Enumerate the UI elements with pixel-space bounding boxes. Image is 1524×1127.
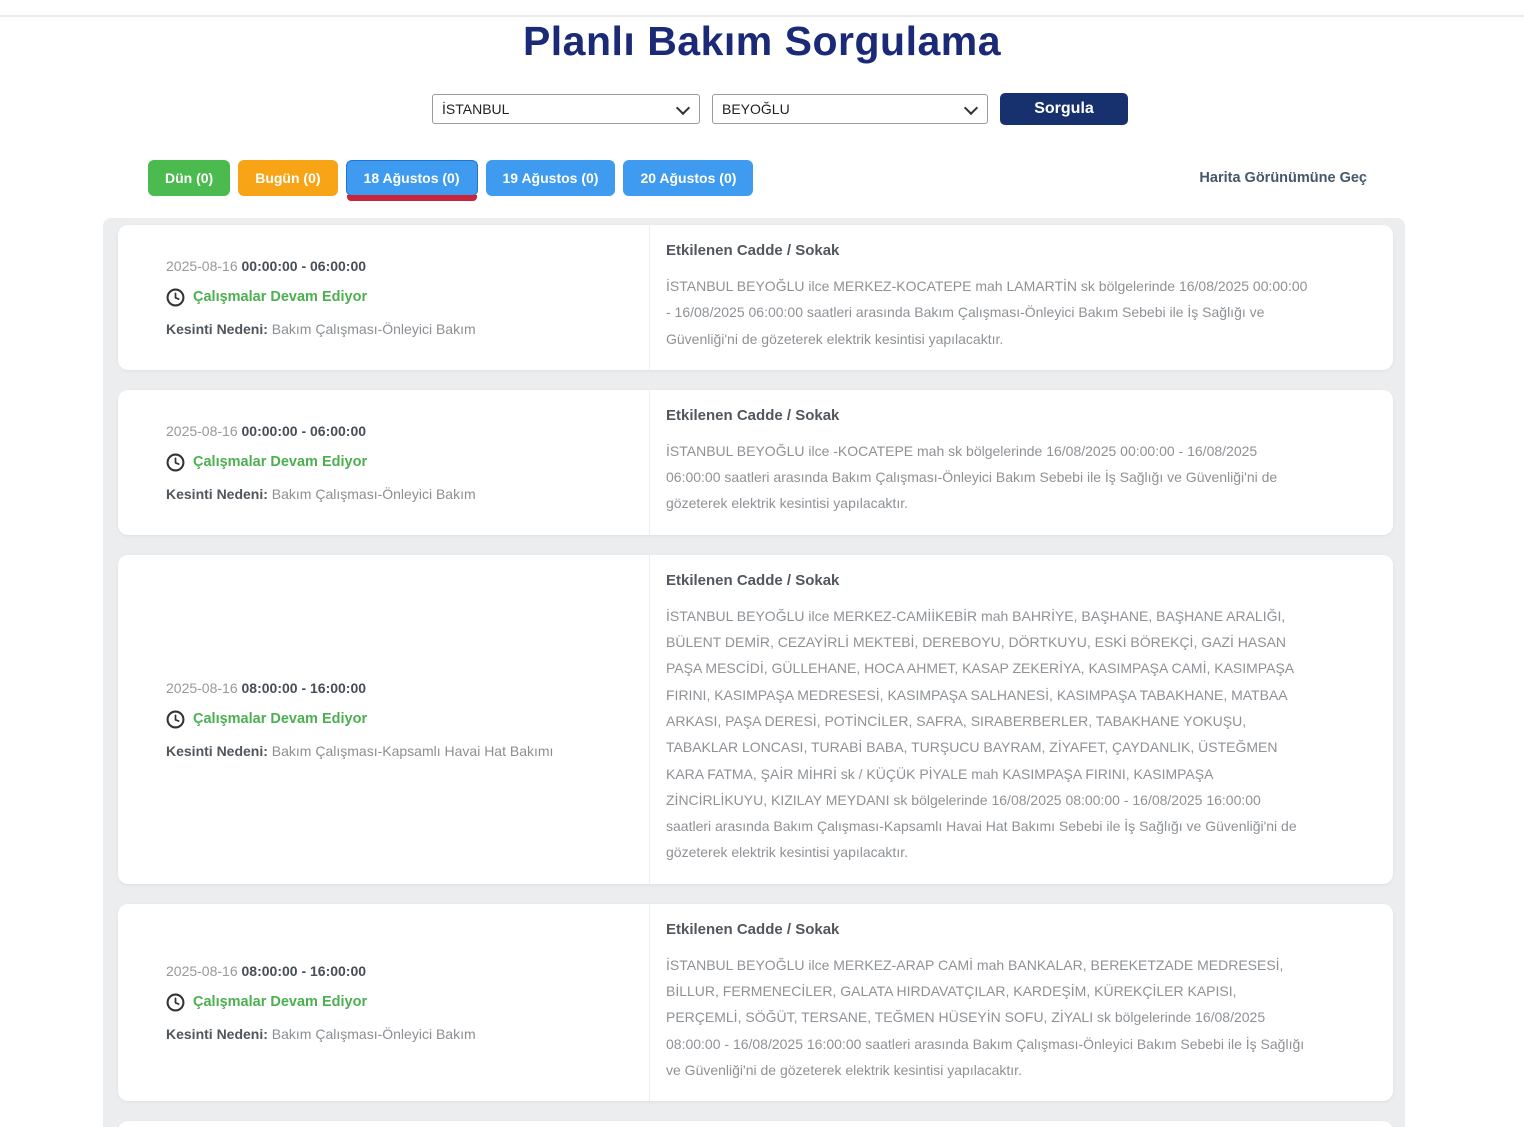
outage-date: 2025-08-16 [166, 962, 238, 979]
outage-reason [166, 743, 629, 759]
clock-icon [166, 710, 185, 729]
status-text: Çalışmalar Devam Ediyor [193, 454, 368, 471]
status-text: Çalışmalar Devam Ediyor [193, 711, 368, 728]
card-detail-column [650, 904, 1393, 1101]
outage-date: 2025-08-16 [166, 422, 238, 439]
date-tab[interactable]: Dün (0) [148, 160, 230, 196]
outage-time-range: 08:00:00 - 16:00:00 [241, 679, 367, 696]
maintenance-card-list [103, 218, 1405, 1127]
reason-value: Bakım Çalışması-Önleyici Bakım [271, 485, 476, 502]
affected-streets-text: İSTANBUL BEYOĞLU ilce MERKEZ-KOCATEPE mah LAMARTİN sk bölgelerinde 16/08/2025 00:00:00 - 16/08/2025 06:00:00 saatleri arasında Bakım Çalışması-Önleyici Bakım Sebebi ile İş Sağlığı ve Güvenliği'ni de gözeterek elektrik kesintisi yapılacaktır. [666, 278, 1308, 347]
district-select[interactable] [712, 94, 988, 124]
card-detail-column [650, 390, 1393, 535]
date-tab[interactable]: 20 Ağustos (0) [623, 160, 753, 196]
outage-date: 2025-08-16 [166, 257, 238, 274]
clock-icon [166, 288, 185, 307]
affected-streets-header: Etkilenen Cadde / Sokak [666, 571, 840, 589]
status-line [166, 710, 629, 729]
reason-label: Kesinti Nedeni: [166, 320, 268, 337]
outage-datetime [166, 258, 629, 274]
maintenance-card-partial [118, 1121, 1393, 1127]
outage-reason [166, 1026, 629, 1042]
query-controls [432, 93, 1128, 125]
status-text: Çalışmalar Devam Ediyor [193, 994, 368, 1011]
maintenance-card [118, 225, 1393, 370]
outage-time-range: 00:00:00 - 06:00:00 [241, 257, 367, 274]
outage-datetime [166, 423, 629, 439]
maintenance-card [118, 390, 1393, 535]
card-summary-column [118, 904, 650, 1101]
date-tab[interactable]: 18 Ağustos (0) [346, 160, 478, 196]
reason-label: Kesinti Nedeni: [166, 485, 268, 502]
outage-reason [166, 486, 629, 502]
affected-streets-header: Etkilenen Cadde / Sokak [666, 920, 840, 938]
reason-label: Kesinti Nedeni: [166, 742, 268, 759]
affected-streets-text: İSTANBUL BEYOĞLU ilce -KOCATEPE mah sk bölgelerinde 16/08/2025 00:00:00 - 16/08/2025 06:00:00 saatleri arasında Bakım Çalışması-Önleyici Bakım Sebebi ile İş Sağlığı ve Güvenliği'ni de gözeterek elektrik kesintisi yapılacaktır. [666, 442, 1278, 512]
status-text: Çalışmalar Devam Ediyor [193, 289, 368, 306]
clock-icon [166, 453, 185, 472]
affected-streets-text: İSTANBUL BEYOĞLU ilce MERKEZ-ARAP CAMİ mah BANKALAR, BEREKETZADE MEDRESESİ, BİLLUR, FERMENECİLER, GALATA HIRDAVATÇILAR, KARDEŞİM, KÜREKÇİLER KAPISI, PERÇEMLİ, SÖĞÜT, TERSANE, TEĞMEN HÜSEYİN SOFU, ZİYALI sk bölgelerinde 16/08/2025 08:00:00 - 16/08/2025 16:00:00 saatleri arasında Bakım Çalışması-Önleyici Bakım Sebebi ile İş Sağlığı ve Güvenliği'ni de gözeterek elektrik kesintisi yapılacaktır. [666, 956, 1305, 1078]
card-summary-column [118, 390, 650, 535]
status-line [166, 288, 629, 307]
map-view-link[interactable]: Harita Görünümüne Geç [1199, 170, 1367, 186]
status-line [166, 993, 629, 1012]
reason-value: Bakım Çalışması-Önleyici Bakım [271, 1025, 476, 1042]
date-tab[interactable]: 19 Ağustos (0) [486, 160, 616, 196]
city-select[interactable] [432, 94, 700, 124]
page-title: Planlı Bakım Sorgulama [522, 18, 1002, 64]
card-detail-column [650, 225, 1393, 370]
query-button[interactable]: Sorgula [1000, 93, 1128, 125]
reason-value: Bakım Çalışması-Kapsamlı Havai Hat Bakımı [271, 742, 554, 759]
maintenance-card [118, 555, 1393, 884]
reason-value: Bakım Çalışması-Önleyici Bakım [271, 320, 476, 337]
clock-icon [166, 993, 185, 1012]
outage-datetime [166, 680, 629, 696]
affected-streets-text: İSTANBUL BEYOĞLU ilce MERKEZ-CAMİİKEBİR mah BAHRİYE, BAŞHANE, BAŞHANE ARALIĞI, BÜLENT DEMİR, CEZAYİRLİ MEKTEBİ, DEREBOYU, DÖRTKUYU, ESKİ BÖREKÇİ, GAZİ HASAN PAŞA MESCİDİ, GÜLLEHANE, HOCA AHMET, KASAP ZEKERİYA, KASIMPAŞA CAMİ, KASIMPAŞA FIRINI, KASIMPAŞA MEDRESESİ, KASIMPAŞA SALHANESİ, KASIMPAŞA TABAKHANE, MATBAA ARKASI, PAŞA DERESİ, POTİNCİLER, SAFRA, SIRABERBERLER, TABAKHANE YOKUŞU, TABAKLAR LONCASI, TURABİ BABA, TURŞUCU BAYRAM, ZİYAFET, ÇAYDANLIK, ÜSTEĞMEN KARA FATMA, ŞAİR MİHRİ sk / KÜÇÜK PİYALE mah KASIMPAŞA FIRINI, KASIMPAŞA ZİNCİRLİKUYU, KIZILAY MEYDANI sk bölgelerinde 16/08/2025 08:00:00 - 16/08/2025 16:00:00 saatleri arasında Bakım Çalışması-Kapsamlı Havai Hat Bakımı Sebebi ile İş Sağlığı ve Güvenliği'ni de gözeterek elektrik kesintisi yapılacaktır. [666, 607, 1297, 861]
city-select-wrap [432, 94, 700, 124]
affected-streets-header: Etkilenen Cadde / Sokak [666, 242, 840, 259]
affected-streets-header: Etkilenen Cadde / Sokak [666, 406, 840, 424]
outage-datetime [166, 963, 629, 979]
card-summary-column [118, 555, 650, 884]
outage-date: 2025-08-16 [166, 679, 238, 696]
status-line [166, 453, 629, 472]
date-tabs-row [148, 160, 1405, 196]
outage-time-range: 00:00:00 - 06:00:00 [241, 422, 367, 439]
card-summary-column [118, 225, 650, 370]
outage-time-range: 08:00:00 - 16:00:00 [241, 962, 367, 979]
date-tab[interactable]: Bugün (0) [238, 160, 337, 196]
card-detail-column [650, 555, 1393, 884]
maintenance-card [118, 904, 1393, 1101]
district-select-wrap [712, 94, 988, 124]
reason-label: Kesinti Nedeni: [166, 1025, 268, 1042]
outage-reason [166, 321, 629, 337]
top-divider [0, 15, 1524, 17]
